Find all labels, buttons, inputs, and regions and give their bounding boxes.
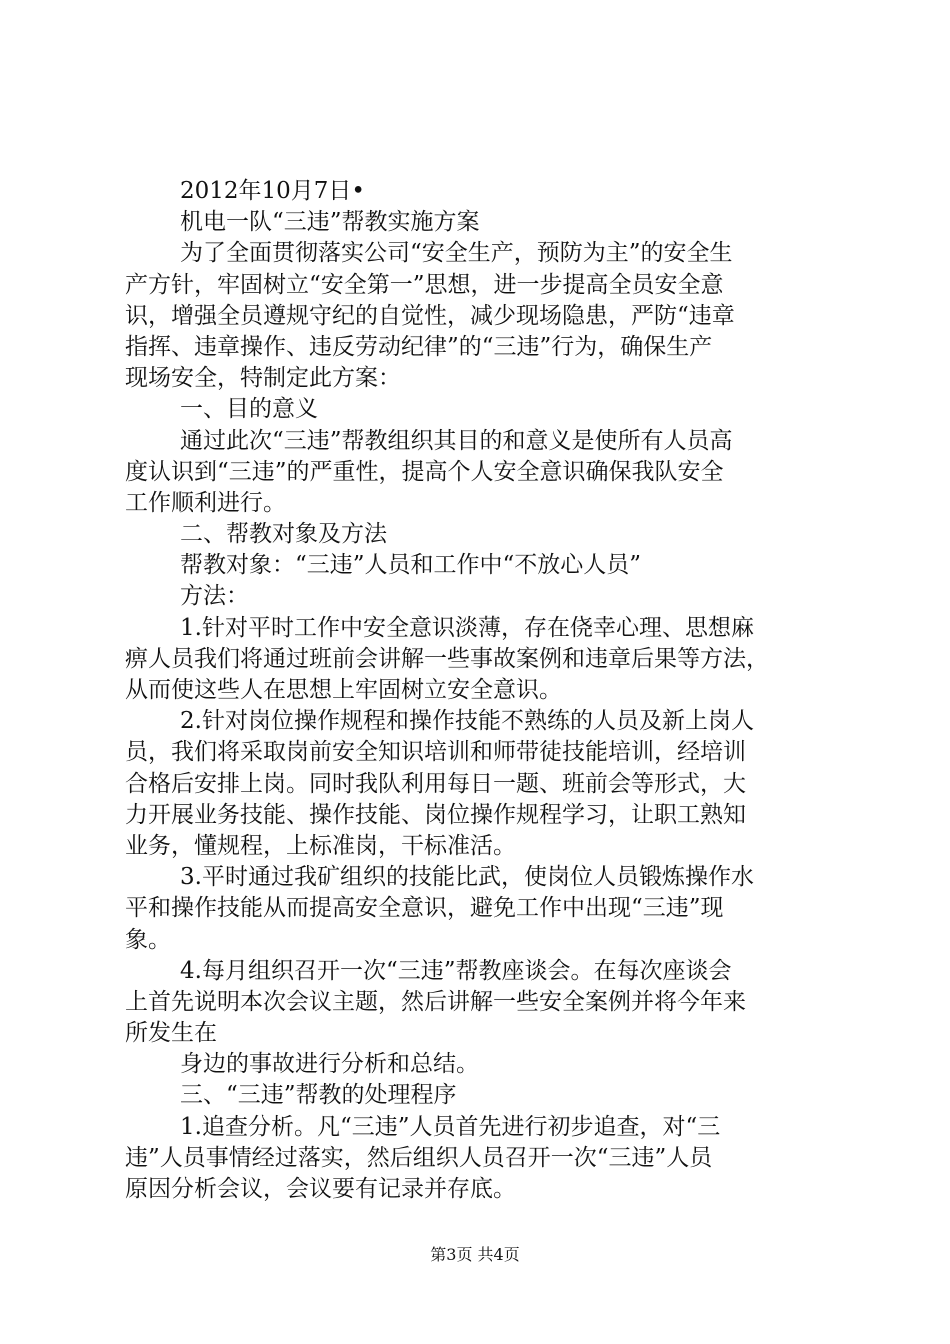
- text-line: 一、目的意义: [180, 396, 318, 423]
- text-line: 上首先说明本次会议主题，然后讲解一些安全案例并将今年来: [125, 988, 746, 1015]
- page-footer: 第3页 共4页: [430, 1245, 520, 1264]
- text-line: 通过此次“三违”帮教组织其目的和意义是使所有人员高: [180, 427, 733, 454]
- text-line: 1.追查分析。凡“三违”人员首先进行初步追查，对“三: [180, 1113, 721, 1140]
- text-line: 力开展业务技能、操作技能、岗位操作规程学习，让职工熟知: [125, 801, 746, 828]
- text-line: 机电一队“三违”帮教实施方案: [180, 209, 480, 236]
- text-line: 现场安全，特制定此方案：: [125, 365, 401, 392]
- text-line: 为了全面贯彻落实公司“安全生产，预防为主”的安全生: [180, 240, 733, 267]
- text-line: 工作顺利进行。: [125, 489, 286, 516]
- text-line: 方法：: [180, 583, 249, 610]
- text-line: 原因分析会议，会议要有记录并存底。: [125, 1176, 516, 1202]
- text-line: 三、“三违”帮教的处理程序: [180, 1082, 457, 1109]
- text-line: 2.针对岗位操作规程和操作技能不熟练的人员及新上岗人: [180, 708, 754, 735]
- text-line: 4.每月组织召开一次“三违”帮教座谈会。在每次座谈会: [180, 957, 732, 984]
- text-line: 合格后安排上岗。同时我队利用每日一题、班前会等形式，大: [125, 770, 746, 797]
- text-line: 平和操作技能从而提高安全意识，避免工作中出现“三违”现: [125, 895, 724, 922]
- text-line: 业务，懂规程，上标准岗，干标准活。: [125, 832, 516, 859]
- text-line: 3.平时通过我矿组织的技能比武，使岗位人员锻炼操作水: [180, 864, 754, 891]
- text-line: 痹人员我们将通过班前会讲解一些事故案例和违章后果等方法，: [125, 645, 769, 672]
- text-line: 员，我们将采取岗前安全知识培训和师带徒技能培训，经培训: [125, 739, 746, 766]
- text-line: 象。: [125, 926, 171, 953]
- text-line: 产方针，牢固树立“安全第一”思想，进一步提高全员安全意: [125, 271, 724, 298]
- text-line: 度认识到“三违”的严重性，提高个人安全意识确保我队安全: [125, 458, 724, 485]
- text-line: 身边的事故进行分析和总结。: [180, 1051, 479, 1078]
- text-line: 二、帮教对象及方法: [180, 521, 387, 548]
- text-line: 所发生在: [125, 1020, 217, 1047]
- text-line: 指挥、违章操作、违反劳动纪律”的“三违”行为，确保生产: [125, 333, 713, 360]
- text-line: 帮教对象：“三违”人员和工作中“不放心人员”: [180, 552, 642, 579]
- text-line: 从而使这些人在思想上牢固树立安全意识。: [125, 677, 562, 703]
- document-body: [125, 176, 831, 1205]
- text-line: 违”人员事情经过落实，然后组织人员召开一次“三违”人员: [125, 1144, 713, 1171]
- text-line: 1.针对平时工作中安全意识淡薄，存在侥幸心理、思想麻: [180, 614, 754, 641]
- text-line: 识，增强全员遵规守纪的自觉性，减少现场隐患，严防“违章: [125, 302, 735, 329]
- text-line: 2012年10月7日•: [180, 178, 365, 204]
